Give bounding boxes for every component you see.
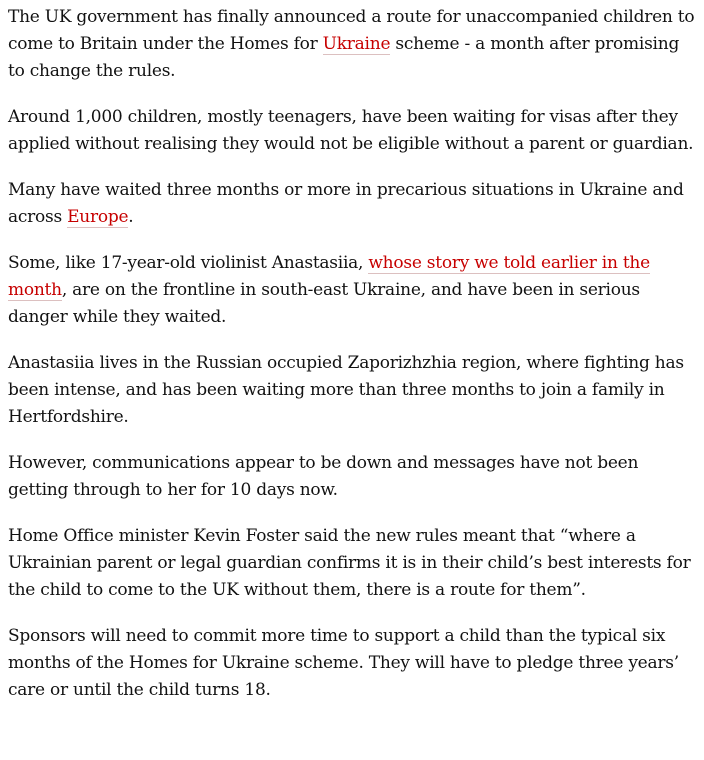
paragraph-text: scheme - a month after promising to change the rules. [8,34,680,81]
paragraph-text: Many have waited three months or more in precarious situations in Ukraine and across [8,180,684,227]
paragraph-text: Anastasiia lives in the Russian occupied Zaporizhzhia region, where fighting has been intense, and has been waiting more than three months to join a family in Hertfordshire. [8,353,684,427]
paragraph-text: . [128,207,134,227]
article-paragraph [8,450,696,504]
paragraph-text: Home Office minister Kevin Foster said the new rules meant that “where a Ukrainian parent or legal guardian confirms it is in their child’s best interests for the child to come to the UK without them, there is a route for them”. [8,526,691,600]
inline-link[interactable]: whose story we told earlier in the month [8,253,650,300]
paragraph-text: The UK government has finally announced a route for unaccompanied children to come to Britain under the Homes for [8,7,695,54]
inline-link[interactable]: Ukraine [322,34,391,54]
article-paragraph [8,250,696,331]
paragraph-text: However, communications appear to be down and messages have not been getting through to her for 10 days now. [8,453,639,500]
article-paragraph [8,4,696,85]
article-paragraph [8,177,696,231]
paragraph-list [8,4,696,704]
paragraph-text: Around 1,000 children, mostly teenagers, have been waiting for visas after they applied without realising they would not be eligible without a parent or guardian. [8,107,694,154]
article-paragraph [8,104,696,158]
article-paragraph [8,523,696,604]
article-paragraph [8,623,696,704]
paragraph-text: Some, like 17-year-old violinist Anastasiia, [8,253,369,273]
inline-link[interactable]: Europe [67,207,129,227]
article-paragraph [8,350,696,431]
paragraph-text: Sponsors will need to commit more time to support a child than the typical six months of the Homes for Ukraine scheme. They will have to pledge three years’ care or until the child turns 18. [8,626,679,700]
paragraph-text: , are on the frontline in south-east Ukraine, and have been in serious danger while they waited. [8,280,640,327]
